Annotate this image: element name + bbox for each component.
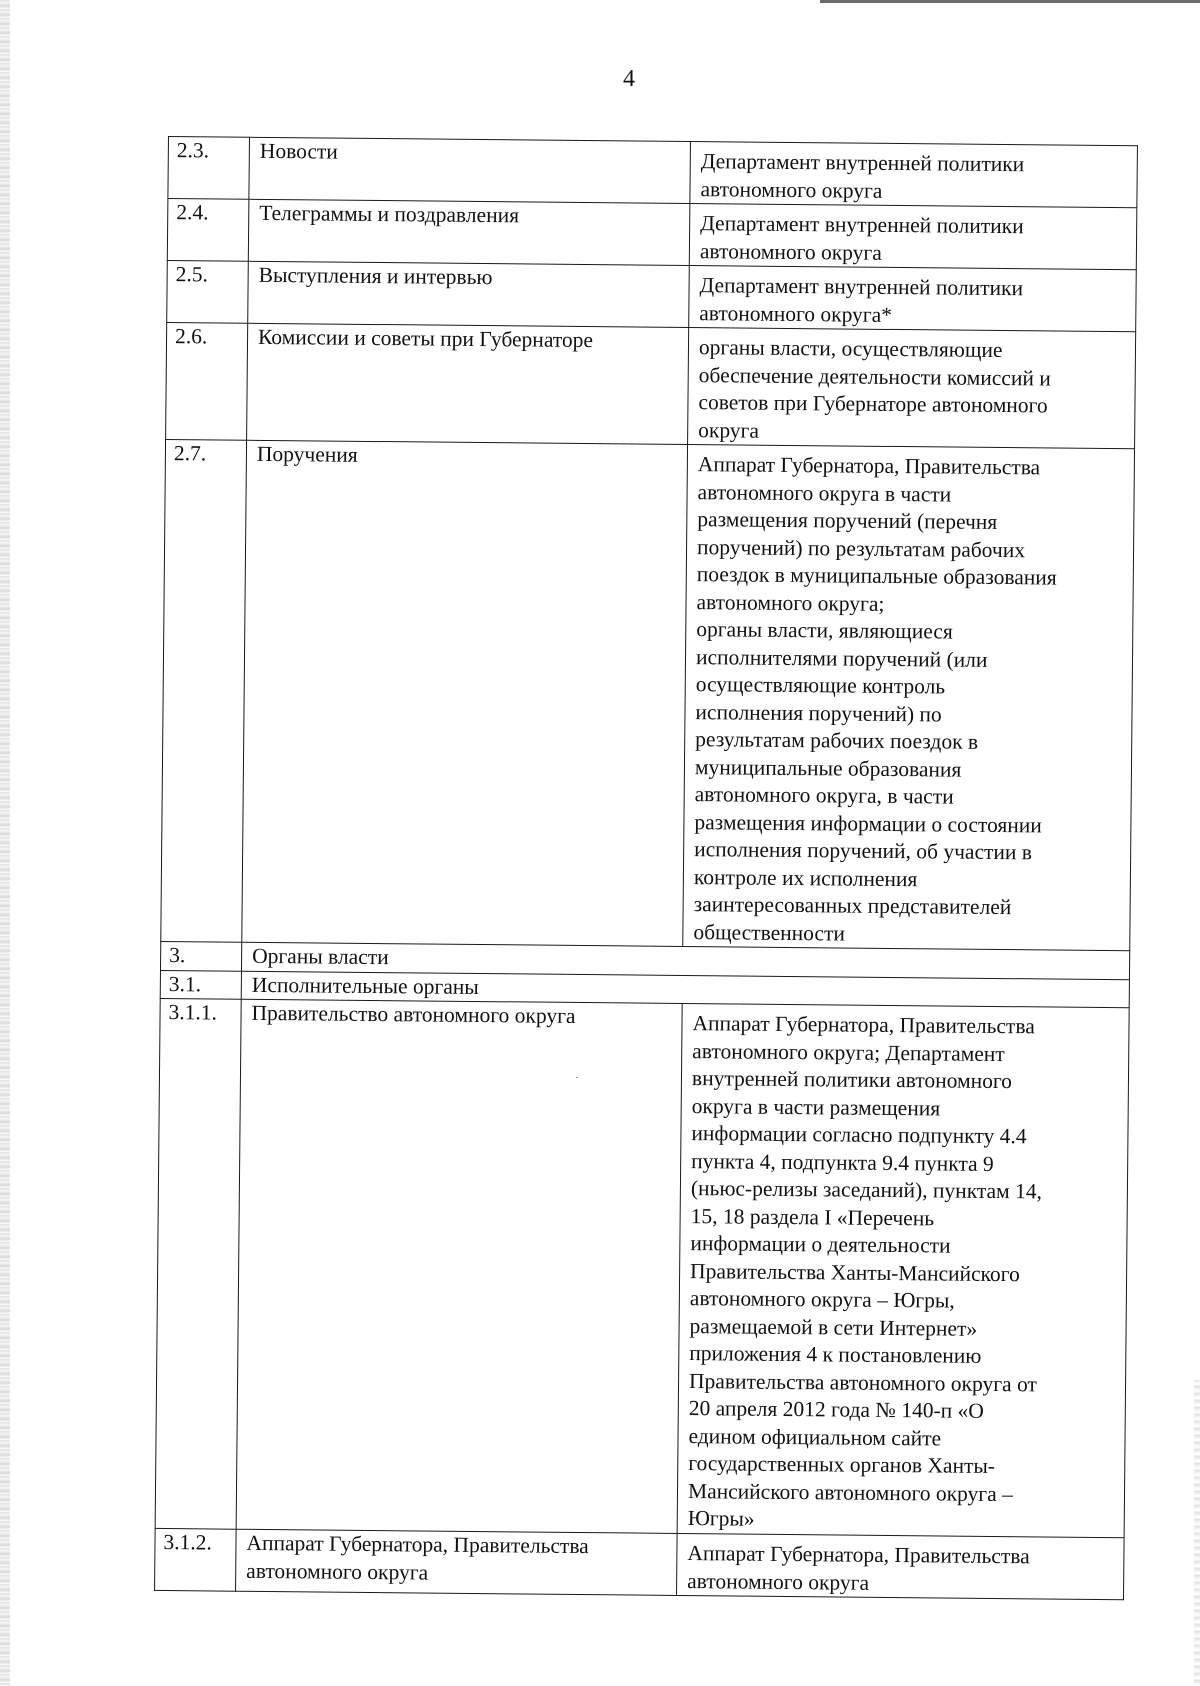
scan-edge-left [0,0,10,1686]
responsible-body: Аппарат Губернатора, Правительства автономного округа; Департамент внутренней политики автономного округа в части размещения информации согласно подпункту 4.4 пункта 4, подпункта 9.4 пункта 9 (ньюс-релизы заседаний), пунктам 14, 15, 18 раздела I «Перечень информации о деятельности Правительства Ханты-Мансийского автономного округа – Югры, размещаемой в сети Интернет» приложения 4 к постановлению Правительства автономного округа от 20 апреля 2012 года № 140-п «О едином официальном сайте государственных органов Ханты- Мансийского автономного округа – Югры» [677,1003,1129,1537]
row-number: 3.1.2. [155,1528,237,1591]
row-number: 3. [160,941,241,970]
responsible-body: Департамент внутренней политики автономного округа [689,204,1137,270]
scan-dust-mark [576,1077,578,1078]
table-row [167,260,1137,331]
row-number: 2.7. [161,439,247,942]
section-name: Комиссии и советы при Губернаторе [247,323,689,444]
table-row [161,439,1135,950]
scan-edge-top [820,0,1200,3]
section-name: Поручения [242,440,688,946]
responsible-body: Аппарат Губернатора, Правительства автономного округа в части размещения поручений (перечня поручений) по результатам рабочих поездок в муниципальные образования автономного округа; органы власти, являющиеся исполнителями поручений (или осуществляющие контроль исполнения поручений) по результатам рабочих поездок в муниципальные образования автономного округа, в части размещения информации о состоянии исполнения поручений, об участии в контроле их исполнения заинтересованных представителей общественности [683,445,1135,951]
row-number: 2.5. [167,260,249,323]
section-heading: Исполнительные органы [241,971,1129,1008]
table-row [166,322,1136,448]
responsible-body: Аппарат Губернатора, Правительства автономного округа [677,1533,1125,1599]
page-number: 4 [623,66,635,92]
section-name: Выступления и интервью [248,261,690,327]
row-number: 2.3. [168,137,250,200]
table-row [155,1528,1125,1599]
section-name: Аппарат Губернатора, Правительства автономного округа [236,1529,678,1595]
responsible-body: Департамент внутренней политики автономного округа* [689,266,1137,332]
section-name: Телеграммы и поздравления [248,199,690,265]
row-number: 3.1. [160,970,241,999]
responsible-body: органы власти, осуществляющие обеспечение деятельности комиссий и советов при Губернаторе автономного округа [688,328,1136,449]
scan-edge-right [1194,1380,1200,1686]
section-heading: Органы власти [241,942,1129,979]
table-row [168,137,1138,208]
row-number: 2.6. [166,322,248,440]
table-row [167,199,1137,270]
section-name: Новости [249,137,691,203]
responsible-body: Департамент внутренней политики автономного округа [690,142,1138,208]
responsibility-table [154,136,1138,1600]
row-number: 3.1.1. [155,998,241,1529]
row-number: 2.4. [167,199,249,262]
section-name: Правительство автономного округа [236,999,682,1533]
table-row [155,998,1129,1537]
